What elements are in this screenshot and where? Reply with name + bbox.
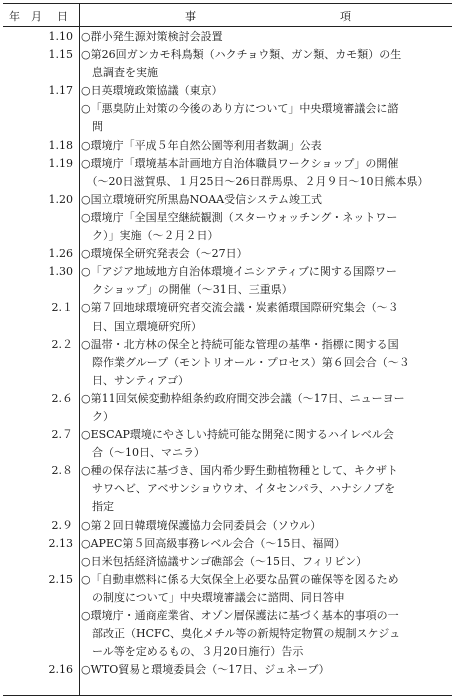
table-row — [3, 517, 452, 535]
event-line: ク）」実施（〜２月２日） — [81, 229, 219, 243]
event-cell — [79, 28, 452, 46]
date-cell: 1.18 — [48, 138, 73, 152]
event-line: の制度について」中央環境審議会に諮問、同日答申 — [81, 590, 345, 604]
table-body — [3, 28, 452, 695]
event-line: ○第２回日韓環境保護協力会同委員会（ソウル） — [81, 518, 322, 532]
event-line: サワヘビ、アベサンショウウオ、イタセンパラ、ハナシノブを — [81, 482, 396, 496]
date-cell: 1.26 — [48, 247, 73, 261]
date-cell: 2.１ — [51, 301, 73, 315]
header-day: 日 — [57, 10, 68, 23]
date-cell: 2.２ — [51, 337, 73, 351]
event-cell — [79, 245, 452, 263]
event-line: ○WTO貿易と環境委員会（〜17日、ジュネーブ） — [81, 663, 330, 677]
date-cell: 1.10 — [48, 30, 73, 43]
event-cell — [79, 82, 452, 136]
date-cell: 2.９ — [51, 518, 73, 532]
date-cell: 2.13 — [48, 536, 73, 550]
event-line: ○国立環境研究所黒島NOAA受信システム竣工式 — [81, 192, 323, 206]
table-row — [3, 462, 452, 516]
table-row — [3, 245, 452, 263]
event-line: ○ESCAP環境にやさしい持続可能な開発に関するハイレベル会 — [81, 428, 394, 442]
event-line: ○環境庁・通商産業省、オゾン層保護法に基づく基本的事項の一 — [81, 609, 399, 622]
header-event-1: 事 — [185, 10, 196, 23]
event-line: ○日英環境政策協議（東京） — [81, 84, 223, 98]
event-line: クショップ」の開催（〜31日、三重県） — [81, 283, 293, 297]
event-cell — [79, 571, 452, 661]
table-row — [3, 299, 452, 335]
event-line: 日、サンティアゴ） — [81, 373, 190, 387]
date-cell: 1.20 — [48, 192, 73, 206]
event-line: 指定 — [81, 500, 114, 514]
event-line: 問 — [81, 120, 103, 134]
event-line: ール等を定めるもの、３月20日施行）告示 — [81, 645, 304, 659]
table-row — [3, 426, 452, 462]
table-row — [3, 571, 452, 661]
event-cell — [79, 155, 452, 191]
event-line: （〜20日滋賀県、１月25日〜26日群馬県、２月９日〜10日熊本県） — [81, 174, 429, 188]
event-line: 日、国立環境研究所） — [81, 319, 202, 333]
table-row — [3, 336, 452, 390]
table-row — [3, 28, 452, 46]
table-row — [3, 155, 452, 191]
event-line: ○群小発生源対策検討会設置 — [81, 30, 223, 43]
table-row — [3, 82, 452, 136]
event-cell — [79, 517, 452, 535]
event-line: ○環境庁「全国星空継続観測（スターウォッチング・ネットワー — [81, 210, 398, 224]
date-cell: 1.19 — [48, 156, 73, 170]
event-line: ○環境庁「平成５年自然公園等利用者数調」公表 — [81, 138, 322, 152]
chronology-table — [3, 3, 452, 696]
event-cell — [79, 191, 452, 245]
event-cell — [79, 462, 452, 516]
table-row — [3, 137, 452, 155]
event-line: ○APEC第５回高級事務レベル会合（〜15日、福岡） — [81, 536, 346, 550]
event-line: ○環境庁「環境基本計画地方自治体職員ワークショップ」の開催 — [81, 156, 399, 170]
event-cell — [79, 426, 452, 462]
event-line: ○環境保全研究発表会（〜27日） — [81, 247, 248, 261]
table-row — [3, 390, 452, 426]
event-cell — [79, 263, 452, 299]
event-cell — [79, 390, 452, 426]
date-cell: 2.８ — [51, 464, 73, 478]
event-line: ○種の保存法に基づき、国内希少野生動植物種として、キクザト — [81, 464, 398, 478]
event-line: ○第26回ガンカモ科鳥類（ハクチョウ類、ガン類、カモ類）の生 — [81, 48, 402, 62]
event-line: ク） — [81, 409, 114, 423]
event-line: 際作業グループ（モントリオール・プロセス）第６回会合（〜３ — [81, 355, 410, 369]
header-year: 年 — [9, 10, 20, 23]
event-line: ○「アジア地域地方自治体環境イニシアティブに関する国際ワー — [81, 265, 397, 279]
date-cell: 2.15 — [48, 572, 73, 586]
date-cell: 1.15 — [48, 48, 73, 62]
event-line: 部改正（HCFC、臭化メチル等の新規特定物質の規制スケジュ — [81, 627, 401, 641]
table-row — [3, 191, 452, 245]
event-line: ○温帯・北方林の保全と持続可能な管理の基準・指標に関する国 — [81, 337, 399, 351]
table-row — [3, 661, 452, 679]
table-row — [3, 263, 452, 299]
event-line: ○日米包括経済協議サンゴ礁部会（〜15日、フィリピン） — [81, 554, 368, 568]
event-line: 息調査を実施 — [81, 66, 158, 80]
date-cell: 1.17 — [48, 84, 73, 98]
event-line: 合（〜10日、マニラ） — [81, 446, 205, 460]
date-cell: 2.７ — [51, 428, 73, 442]
event-cell — [79, 661, 452, 679]
event-line: ○第11回気候変動枠組条約政府間交渉会議（〜17日、ニューヨー — [81, 391, 405, 405]
event-cell — [79, 137, 452, 155]
date-cell: 2.16 — [48, 663, 73, 677]
date-cell: 1.30 — [48, 265, 73, 279]
event-line: ○第７回地球環境研究者交流会議・炭素循環国際研究集会（〜３ — [81, 301, 399, 315]
event-line: ○「悪臭防止対策の今後のあり方について」中央環境審議会に諮 — [81, 102, 399, 116]
table-header — [3, 4, 452, 27]
date-cell: 2.６ — [51, 391, 73, 405]
header-month: 月 — [31, 10, 42, 23]
event-cell — [79, 46, 452, 82]
event-cell — [79, 336, 452, 390]
table-row — [3, 46, 452, 82]
table-row — [3, 535, 452, 571]
event-line: ○「自動車燃料に係る大気保全上必要な品質の確保等を図るため — [81, 572, 399, 586]
header-event-2: 項 — [340, 10, 351, 23]
event-cell — [79, 535, 452, 571]
event-cell — [79, 299, 452, 335]
